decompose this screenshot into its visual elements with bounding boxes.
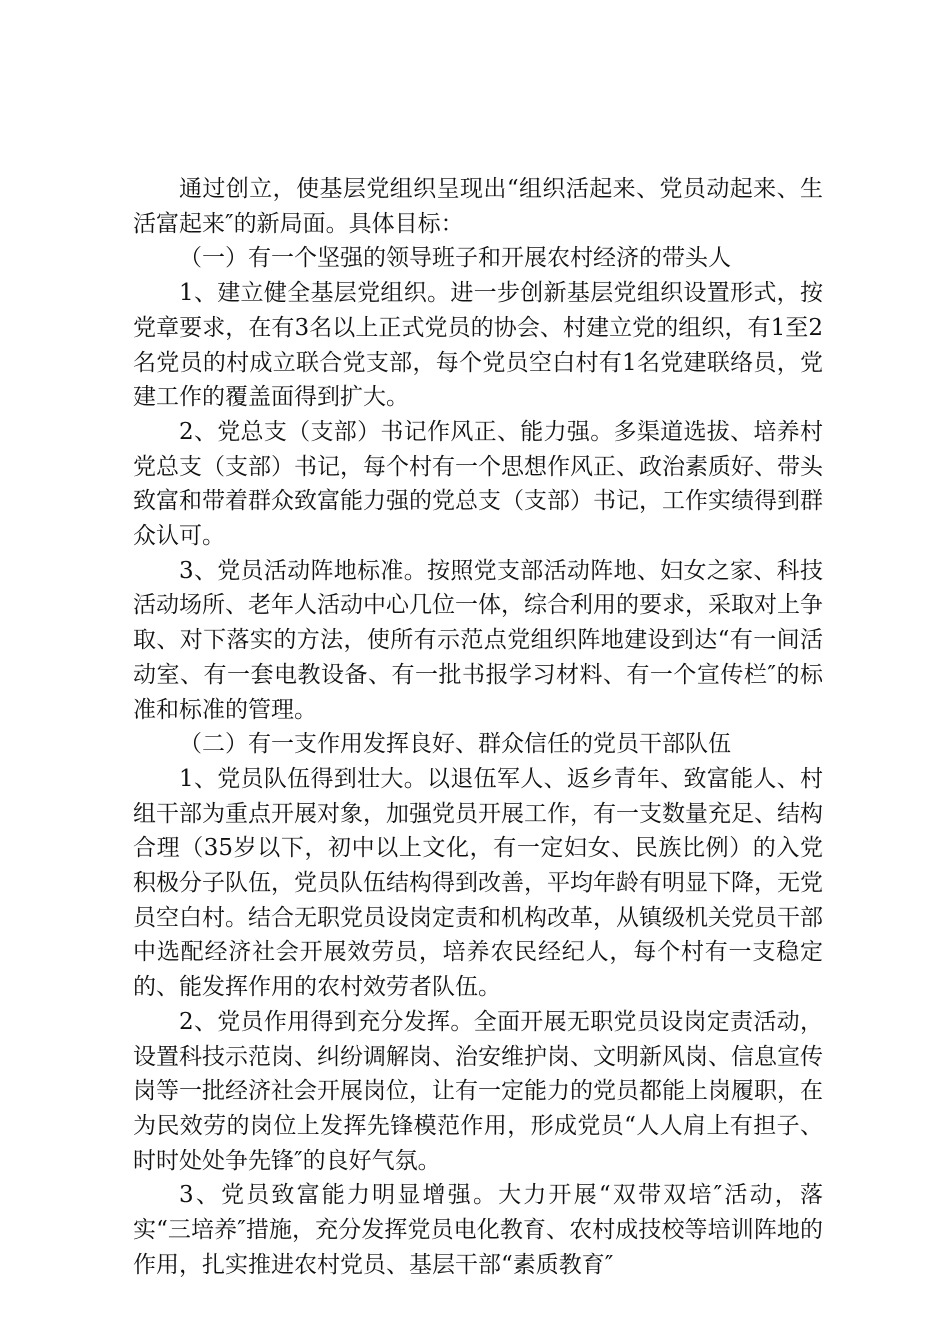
section-heading-2: （二）有一支作用发挥良好、群众信任的党员干部队伍	[179, 731, 731, 758]
paragraph-2-3: 3、党员致富能力明显增强。大力开展“双带双培″活动，落实“三培养″措施，充分发挥党员电化教育、农村成技校等培训阵地的作用，扎实推进农村党员、基层干部“素质教育″	[133, 1182, 823, 1278]
paragraph-2-2: 2、党员作用得到充分发挥。全面开展无职党员设岗定责活动，设置科技示范岗、纠纷调解岗、治安维护岗、文明新风岗、信息宣传岗等一批经济社会开展岗位，让有一定能力的党员都能上岗履职，在为民效劳的岗位上发挥先锋模范作用，形成党员“人人肩上有担子、时时处处争先锋″的良好气氛。	[133, 1008, 823, 1174]
paragraph-2-1: 1、党员队伍得到壮大。以退伍军人、返乡青年、致富能人、村组干部为重点开展对象，加强党员开展工作，有一支数量充足、结构合理（35岁以下，初中以上文化，有一定妇女、民族比例）的入党积极分子队伍，党员队伍结构得到改善，平均年龄有明显下降，无党员空白村。结合无职党员设岗定责和机构改革，从镇级机关党员干部中选配经济社会开展效劳员，培养农民经纪人，每个村有一支稳定的、能发挥作用的农村效劳者队伍。	[133, 765, 823, 1001]
paragraph-1-1: 1、建立健全基层党组织。进一步创新基层党组织设置形式，按党章要求，在有3名以上正式党员的协会、村建立党的组织，有1至2名党员的村成立联合党支部，每个党员空白村有1名党建联络员，党建工作的覆盖面得到扩大。	[133, 280, 823, 411]
intro-paragraph: 通过创立，使基层党组织呈现出“组织活起来、党员动起来、生活富起来″的新局面。具体目标：	[133, 176, 823, 237]
section-heading-1: （一）有一个坚强的领导班子和开展农村经济的带头人	[179, 245, 731, 272]
paragraph-1-2: 2、党总支（支部）书记作风正、能力强。多渠道选拔、培养村党总支（支部）书记，每个村有一个思想作风正、政治素质好、带头致富和带着群众致富能力强的党总支（支部）书记，工作实绩得到群众认可。	[133, 418, 823, 550]
body-text	[133, 172, 823, 1283]
paragraph-1-3: 3、党员活动阵地标准。按照党支部活动阵地、妇女之家、科技活动场所、老年人活动中心几位一体，综合利用的要求，采取对上争取、对下落实的方法，使所有示范点党组织阵地建设到达“有一间活动室、有一套电教设备、有一批书报学习材料、有一个宣传栏″的标准和标准的管理。	[133, 557, 823, 723]
